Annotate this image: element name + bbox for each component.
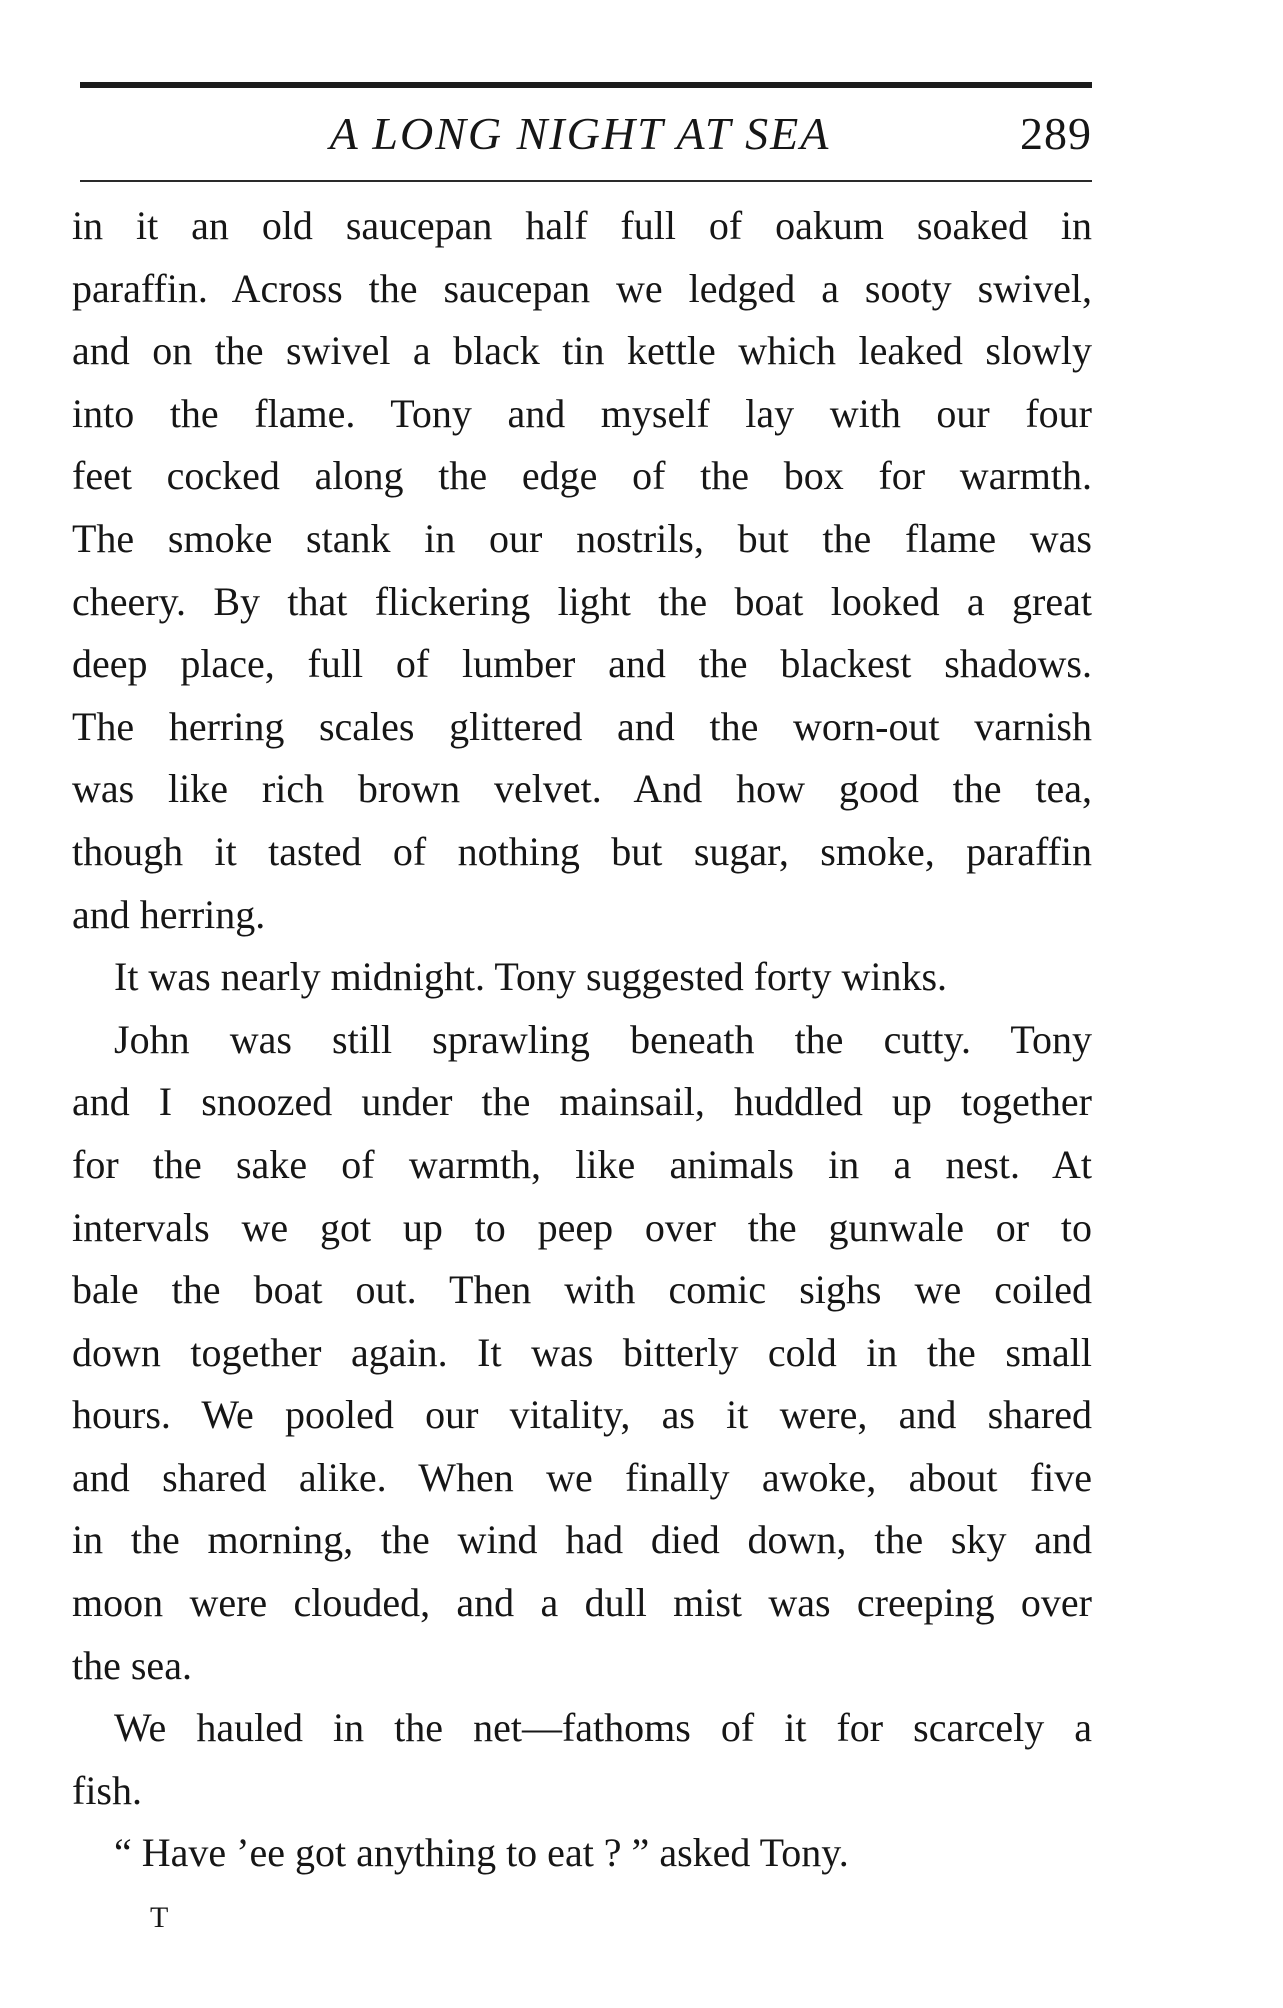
running-title: A LONG NIGHT AT SEA (329, 108, 831, 159)
body-text (72, 195, 1092, 1885)
text-line: though it tasted of nothing but sugar, smoke, paraffin (72, 828, 1092, 874)
text-line: the sea. (72, 1642, 192, 1688)
header-rule-bottom (80, 180, 1092, 182)
text-line: cheery. By that flickering light the boat looked a great (72, 578, 1092, 624)
text-line: was like rich brown velvet. And how good the tea, (72, 766, 1092, 812)
text-line: in the morning, the wind had died down, the sky and (72, 1517, 1092, 1563)
page-number: 289 (1020, 108, 1092, 159)
text-line: moon were clouded, and a dull mist was creeping over (72, 1580, 1092, 1626)
text-line: bale the boat out. Then with comic sighs we coiled (72, 1267, 1092, 1313)
signature-mark: T (150, 1901, 170, 1934)
text-line: and I snoozed under the mainsail, huddled up together (72, 1079, 1092, 1125)
text-line: and shared alike. When we finally awoke, about five (72, 1454, 1092, 1500)
text-line: The herring scales glittered and the worn-out varnish (72, 703, 1092, 749)
text-line: in it an old saucepan half full of oakum soaked in (72, 203, 1092, 248)
text-line: into the flame. Tony and myself lay with our four (72, 390, 1092, 436)
text-line: “ Have ’ee got anything to eat ? ” asked Tony. (114, 1830, 849, 1876)
text-line: for the sake of warmth, like animals in a nest. At (72, 1141, 1092, 1187)
text-line: down together again. It was bitterly cold in the small (72, 1329, 1092, 1375)
text-line: The smoke stank in our nostrils, but the flame was (72, 515, 1092, 561)
text-line: It was nearly midnight. Tony suggested forty winks. (114, 954, 948, 1000)
text-line: fish. (72, 1767, 142, 1813)
text-line: feet cocked along the edge of the box for warmth. (72, 453, 1092, 499)
text-line: and herring. (72, 891, 266, 937)
text-line: deep place, full of lumber and the blackest shadows. (72, 641, 1092, 687)
text-line: John was still sprawling beneath the cutty. Tony (114, 1016, 1092, 1062)
text-line: hours. We pooled our vitality, as it were, and shared (72, 1392, 1092, 1438)
header-rule-top (80, 82, 1092, 88)
page-header (80, 104, 1092, 164)
text-line: We hauled in the net—fathoms of it for scarcely a (114, 1705, 1092, 1751)
text-line: paraffin. Across the saucepan we ledged a sooty swivel, (72, 265, 1092, 311)
text-line: intervals we got up to peep over the gunwale or to (72, 1204, 1092, 1250)
text-line: and on the swivel a black tin kettle which leaked slowly (72, 328, 1092, 374)
